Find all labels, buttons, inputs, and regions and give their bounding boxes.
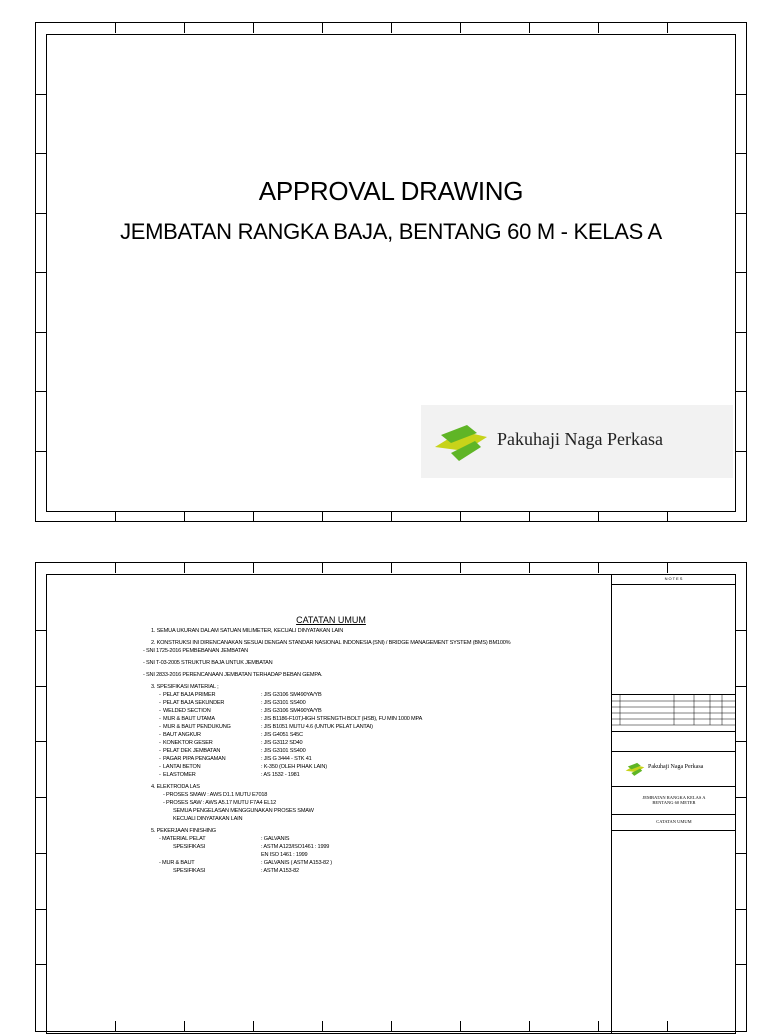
- finishing-spec: EN ISO 1461 : 1999: [261, 852, 308, 858]
- border-tick: [736, 272, 746, 273]
- note-line: - SNI 1725-2016 PEMBEBANAN JEMBATAN: [143, 648, 249, 654]
- material-row: [151, 771, 510, 779]
- finishing-name: - MATERIAL PELAT: [159, 836, 206, 842]
- finishing-name: SPESIFIKASI: [173, 844, 205, 850]
- material-spec: : AS 1532 - 1981: [261, 772, 300, 778]
- material-row: [151, 739, 510, 747]
- border-tick: [529, 23, 530, 33]
- border-tick: [115, 511, 116, 521]
- border-tick: [115, 563, 116, 573]
- border-tick: [322, 23, 323, 33]
- border-tick: [736, 686, 746, 687]
- note-line: 1. SEMUA UKURAN DALAM SATUAN MILIMETER, KECUALI DINYATAKAN LAIN: [151, 628, 344, 634]
- electrode-item: SEMUA PENGELASAN MENGGUNAKAN PROSES SMAW: [173, 808, 314, 814]
- border-tick: [36, 686, 46, 687]
- material-spec: : JIS B1186-F10T,HIGH STRENGTH BOLT (HSB), FU MIN 1000 MPA: [261, 716, 423, 722]
- material-row: [151, 699, 510, 707]
- border-tick: [736, 909, 746, 910]
- border-tick: [391, 23, 392, 33]
- border-tick: [598, 511, 599, 521]
- border-tick: [736, 213, 746, 214]
- bullet: -: [159, 724, 161, 730]
- border-tick: [184, 23, 185, 33]
- material-name: ELASTOMER: [163, 772, 196, 778]
- border-tick: [36, 332, 46, 333]
- bullet: -: [159, 692, 161, 698]
- border-tick: [36, 741, 46, 742]
- pakuhaji-logo-icon: [624, 760, 646, 778]
- border-tick: [736, 153, 746, 154]
- border-tick: [322, 511, 323, 521]
- finishing-spec: : ASTM A123/ISO1461 : 1999: [261, 844, 330, 850]
- border-tick: [529, 1021, 530, 1031]
- border-tick: [253, 563, 254, 573]
- material-name: MUR & BAUT PENDUKUNG: [163, 724, 231, 730]
- bullet: -: [159, 756, 161, 762]
- title-block-logo: [612, 751, 736, 787]
- finishing-list: [151, 835, 510, 875]
- border-tick: [253, 1021, 254, 1031]
- material-spec: : K-350 (OLEH PIHAK LAIN): [261, 764, 327, 770]
- drawing-title: APPROVAL DRAWING: [258, 176, 524, 206]
- material-row: [151, 731, 510, 739]
- finishing-heading: 5. PEKERJAAN FINISHING: [151, 828, 216, 834]
- material-spec: : JIS G3106 SM490YA/YB: [261, 708, 322, 714]
- finishing-spec: : GALVANIS: [261, 836, 290, 842]
- project-line: BENTANG 60 METER: [652, 800, 696, 805]
- border-tick: [36, 272, 46, 273]
- border-tick: [667, 563, 668, 573]
- border-tick: [460, 23, 461, 33]
- border-tick: [736, 741, 746, 742]
- border-tick: [36, 909, 46, 910]
- border-tick: [36, 797, 46, 798]
- note-line: 2. KONSTRUKSI INI DIRENCANAKAN SESUAI DENGAN STANDAR NASIONAL INDONESIA (SNI) / BRIDGE MANAGEMENT SYSTEM (BMS) BM100%: [151, 640, 511, 646]
- border-tick: [184, 563, 185, 573]
- finishing-spec: : GALVANIS ( ASTM A153-82 ): [261, 860, 332, 866]
- general-notes-sheet: [35, 562, 747, 1032]
- finishing-row: [151, 859, 510, 867]
- material-list: [151, 691, 510, 779]
- bullet: -: [159, 700, 161, 706]
- border-tick: [391, 563, 392, 573]
- material-row: [151, 715, 510, 723]
- border-tick: [460, 1021, 461, 1031]
- material-spec: : JIS B1051 MUTU 4.6 (UNTUK PELAT LANTAI): [261, 724, 373, 730]
- electrode-heading: 4. ELEKTRODA LAS: [151, 784, 200, 790]
- border-tick: [391, 1021, 392, 1031]
- finishing-row: [151, 851, 510, 859]
- finishing-row: [151, 867, 510, 875]
- finishing-name: SPESIFIKASI: [173, 868, 205, 874]
- border-tick: [36, 213, 46, 214]
- title-block-project: [612, 788, 736, 815]
- note-line: - SNI T-03-2005 STRUKTUR BAJA UNTUK JEMBATAN: [143, 660, 273, 666]
- finishing-spec: : ASTM A153-82: [261, 868, 299, 874]
- material-row: [151, 723, 510, 731]
- material-spec: : JIS G3112 SD40: [261, 740, 303, 746]
- title-block: [611, 574, 736, 1034]
- finishing-name: - MUR & BAUT: [159, 860, 195, 866]
- border-tick: [667, 1021, 668, 1031]
- border-tick: [36, 153, 46, 154]
- border-tick: [598, 23, 599, 33]
- border-tick: [736, 630, 746, 631]
- material-row: [151, 763, 510, 771]
- bullet: -: [159, 748, 161, 754]
- finishing-row: [151, 835, 510, 843]
- project-line: JEMBATAN RANGKA KELAS A: [642, 795, 706, 800]
- note-line: - SNI 2833-2016 PERENCANAAN JEMBATAN TERHADAP BEBAN GEMPA.: [143, 672, 323, 678]
- border-tick: [598, 1021, 599, 1031]
- border-tick: [667, 511, 668, 521]
- material-name: PELAT BAJA SEKUNDER: [163, 700, 225, 706]
- company-name: Pakuhaji Naga Perkasa: [497, 429, 663, 449]
- border-tick: [529, 563, 530, 573]
- material-name: MUR & BAUT UTAMA: [163, 716, 215, 722]
- electrode-item: - PROSES SAW : AWS A5.17 MUTU F7A4 EL12: [163, 800, 277, 806]
- border-tick: [36, 451, 46, 452]
- material-spec: : JIS G3101 SS400: [261, 748, 306, 754]
- border-tick: [184, 1021, 185, 1031]
- border-tick: [322, 1021, 323, 1031]
- border-tick: [253, 23, 254, 33]
- general-notes: [143, 627, 511, 875]
- material-name: PELAT BAJA PRIMER: [163, 692, 216, 698]
- border-tick: [460, 563, 461, 573]
- bullet: -: [159, 772, 161, 778]
- note-line: 3. SPESIFIKASI MATERIAL ;: [151, 684, 219, 690]
- material-spec: : JIS G4051 S45C: [261, 732, 303, 738]
- border-tick: [736, 853, 746, 854]
- border-tick: [36, 964, 46, 965]
- border-tick: [322, 563, 323, 573]
- border-tick: [253, 511, 254, 521]
- border-tick: [115, 1021, 116, 1031]
- electrode-item: - PROSES SMAW : AWS D1.1 MUTU E7018: [163, 792, 268, 798]
- border-tick: [667, 23, 668, 33]
- border-tick: [529, 511, 530, 521]
- finishing-row: [151, 843, 510, 851]
- material-name: BAUT ANGKUR: [163, 732, 201, 738]
- material-row: [151, 755, 510, 763]
- border-tick: [184, 511, 185, 521]
- material-spec: : JIS G 3444 - STK 41: [261, 756, 312, 762]
- border-tick: [598, 563, 599, 573]
- bullet: -: [159, 708, 161, 714]
- material-name: PELAT DEK JEMBATAN: [163, 748, 221, 754]
- bullet: -: [159, 716, 161, 722]
- title-block-sheet-title: CATATAN UMUM: [612, 814, 736, 831]
- border-tick: [736, 94, 746, 95]
- material-spec: : JIS G3101 SS400: [261, 700, 306, 706]
- material-row: [151, 707, 510, 715]
- material-name: KONEKTOR GESER: [163, 740, 213, 746]
- border-tick: [36, 391, 46, 392]
- material-name: LANTAI BETON: [163, 764, 201, 770]
- border-tick: [36, 94, 46, 95]
- revision-table: [612, 694, 736, 732]
- border-tick: [115, 23, 116, 33]
- material-name: WELDED SECTION: [163, 708, 211, 714]
- material-spec: : JIS G3106 SM490YA/YB: [261, 692, 322, 698]
- title-block-company: Pakuhaji Naga Perkasa: [648, 764, 704, 770]
- border-tick: [736, 451, 746, 452]
- notes-heading: CATATAN UMUM: [296, 615, 366, 625]
- drawing-subtitle: JEMBATAN RANGKA BAJA, BENTANG 60 M - KELAS A: [120, 219, 662, 244]
- bullet: -: [159, 764, 161, 770]
- title-block-notes-label: NOTES: [612, 574, 736, 585]
- border-tick: [36, 630, 46, 631]
- material-row: [151, 747, 510, 755]
- border-tick: [736, 391, 746, 392]
- border-tick: [460, 511, 461, 521]
- pakuhaji-logo-icon: [431, 417, 491, 467]
- material-name: PAGAR PIPA PENGAMAN: [163, 756, 226, 762]
- material-row: [151, 691, 510, 699]
- border-tick: [736, 332, 746, 333]
- bullet: -: [159, 732, 161, 738]
- border-tick: [36, 853, 46, 854]
- cover-sheet: [35, 22, 747, 522]
- border-tick: [736, 797, 746, 798]
- border-tick: [391, 511, 392, 521]
- bullet: -: [159, 740, 161, 746]
- electrode-item: KECUALI DINYATAKAN LAIN: [173, 816, 243, 822]
- border-tick: [736, 964, 746, 965]
- company-logo-banner: [421, 405, 733, 478]
